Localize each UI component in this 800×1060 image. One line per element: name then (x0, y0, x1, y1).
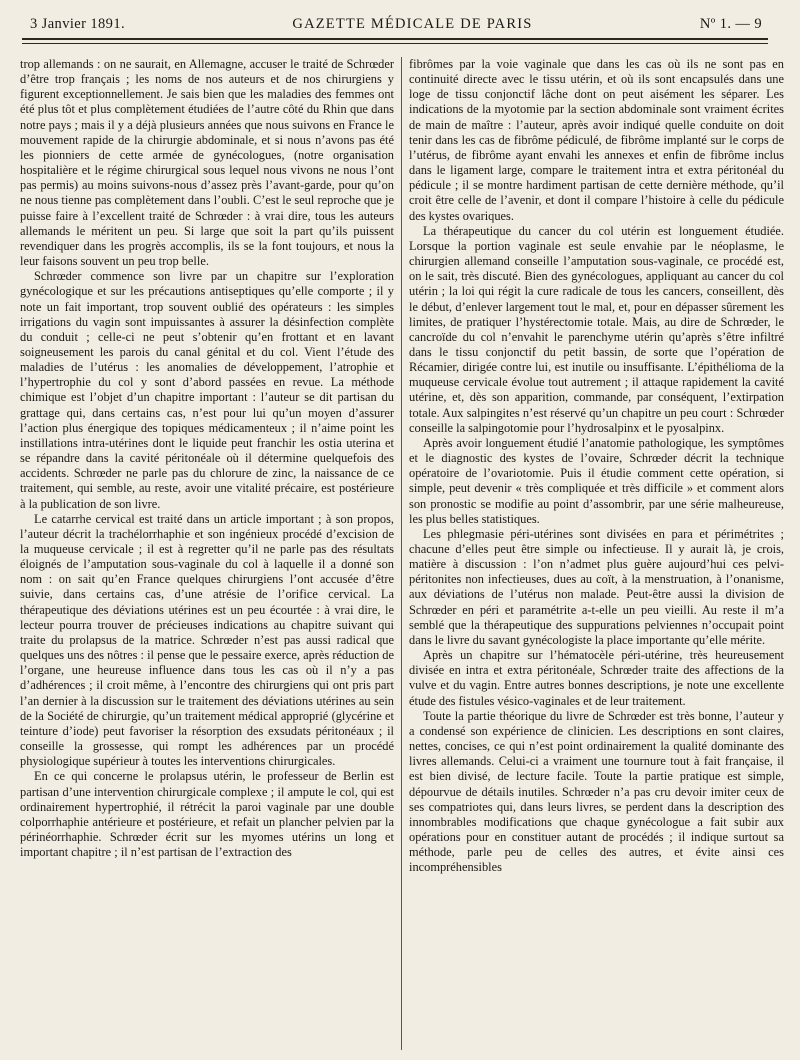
paragraph: fibrômes par la voie vaginale que dans les cas où ils ne sont pas en continuité directe avec le tissu utérin, et où ils sont encapsulés dans une loge de tissu conjonctif lâche dont on peut aisément les séparer. Les indications de la myotomie par la section abdominale sont vraiment écrites de main de maître : l’auteur, après avoir indiqué quelle conduite on doit tenir dans les cas de fibrôme pédiculé, de fibrôme implanté sur le corps de l’utérus, de fibrôme ayant envahi les annexes et enfin de fibrôme inclus dans le ligament large, compare le traitement intra et extra péritonéal du pédicule ; il se montre hardiment partisan de cette dernière méthode, qu’il croit être celle de l’avenir, et dont il compare l’histoire à celle du pédicule des kystes ovariques. (409, 57, 784, 223)
paragraph: Après avoir longuement étudié l’anatomie pathologique, les symptômes et le diagnostic des kystes de l’ovaire, Schrœder décrit la technique opératoire de l’ovariotomie. Puis il étudie comment cette opération, si simple, peut devenir « très compliquée et très difficile » et comment alors son pronostic se modifie au point d’assombrir, par une série malheureuse, les plus belles statistiques. (409, 435, 784, 526)
paragraph: Schrœder commence son livre par un chapitre sur l’exploration gynécologique et sur les précautions antiseptiques qu’elle comporte ; il y note un fait important, trop souvent oublié des opérateurs : les simples irrigations du vagin sont impuissantes à assurer la désinfection complète du conduit ; celle-ci ne peut s’obtenir qu’en frottant et en lavant soigneusement les parois du canal génital et du col. Vient l’étude des maladies de l’utérus : les anomalies de développement, l’atrophie et l’hypertrophie du col y sont d’abord passées en revue. La méthode chimique est l’objet d’un chapitre important : l’auteur se dit partisan du grattage qui, dans certains cas, n’est pour lui qu’un moyen d’assurer l’action plus énergique des topiques médicamenteux ; il n’aime point les instillations intra-utérines dont le liquide peut franchir les ostia uterina et se répandre dans la cavité péritonéale où il détermine quelquefois des accidents. Schrœder ne parle pas du chlorure de zinc, la naissance de ce traitement, qui semble, au reste, avoir une vitalité précaire, est postérieure à la publication de son livre. (20, 269, 394, 511)
right-column (409, 57, 784, 1050)
paragraph: trop allemands : on ne saurait, en Allemagne, accuser le traité de Schrœder d’être trop français ; les noms de nos auteurs et de nos chirurgiens y figurent exceptionnellement. Je sais bien que les maladies des femmes ont été plus tôt et plus complètement étudiées de l’autre côté du Rhin que dans notre pays ; mais il y a déjà plusieurs années que nous suivons en France le mouvement rapide de la chirurgie abdominale, et si nous n’avons pas été les pionniers de cette armée de gynécologues, (notre organisation hospitalière et le régime chirurgical sous lequel nous vivons ne nous l’ont pas permis) au moins suivons-nous d’assez près l’avant-garde, pour qu’on ne nous tienne pas complètement dans l’oubli. C’est le seul reproche que je puisse faire à l’excellent traité de Schrœder : à vrai dire, tous les auteurs allemands le méritent un peu. Si large que soit la part qu’ils puissent revendiquer dans les progrès accomplis, ils se la font toujours, et nous la leur faisons souvent un peu trop belle. (20, 57, 394, 269)
journal-title: GAZETTE MÉDICALE DE PARIS (292, 16, 533, 32)
paragraph: Après un chapitre sur l’hématocèle péri-utérine, très heureusement divisée en intra et extra péritonéale, Schrœder traite des affections de la vulve et du vagin. Entre autres bonnes descriptions, je note une excellente étude des fistules vésico-vaginales et de leur traitement. (409, 648, 784, 708)
paragraph: Les phlegmasie péri-utérines sont divisées en para et périmétrites ; chacune d’elles peut être simple ou infectieuse. Il y aurait là, je crois, matière à discussion : l’on n’admet plus guère aujourd’hui ces pelvi-péritonites non infectieuses, dues au coït, à la menstruation, à l’onanisme, aux déviations de l’utérus non malade. Peut-être aussi la division de Schrœder en péri et paramétrite a-t-elle un peu vieilli. Au reste il m’a semblé que la thérapeutique des suppurations pelviennes n’occupait point dans le livre du savant gynécologiste la place importante qu’elle mérite. (409, 526, 784, 647)
paragraph: Le catarrhe cervical est traité dans un article important ; à son propos, l’auteur décrit la trachélorrhaphie et son ingénieux procédé d’excision de la muqueuse cervicale ; il est à regretter qu’il ne parle pas des résultats éloignés de l’amputation sous-vaginale du col à laquelle il a donné son nom : on sait qu’en France quelques chirurgiens l’ont accusée d’être suivie, dans certains cas, d’une atrésie de l’orifice cervical. La thérapeutique des déviations utérines est un peu écourtée : à vrai dire, le lecteur pourra trouver de précieuses indications au chapitre suivant qui traite du prolapsus de la matrice. Schrœder n’est pas aussi radical que quelques uns des nôtres : il pense que le pessaire exerce, après réduction de l’organe, une heureuse influence dans tous les cas où il n’y a pas d’adhérences ; il croit même, à l’encontre des chirurgiens qui ont pris part l’an dernier à la discussion sur le traitement des déviations utérines au sein de la Société de chirurgie, qu’un traitement médical approprié (glycérine et teinture d’iode) peut favoriser la résorption des exsudats péritonéaux ; il conseille la grossesse, qui rompt les adhérences par un procédé physiologique supérieur à toutes les interventions chirurgicales. (20, 511, 394, 769)
paragraph: En ce qui concerne le prolapsus utérin, le professeur de Berlin est partisan d’une intervention chirurgicale complexe ; il ampute le col, qui est ordinairement hypertrophié, il rétrécit la paroi vaginale par une double colporrhaphie antérieure et postérieure, et refait un plancher pelvien par la périnéorrhaphie. Schrœder écrit sur les myomes utérins un long et important chapitre ; il n’est partisan de l’extraction des (20, 769, 394, 860)
header-rule-thick (22, 38, 768, 40)
paragraph: Toute la partie théorique du livre de Schrœder est très bonne, l’auteur y a condensé son expérience de clinicien. Les descriptions en sont claires, nettes, concises, ce qui n’est point ordinairement la qualité dominante des livres allemands. Celui-ci a vraiment une tournure tout à fait française, il est bien divisé, de lecture facile. Toute la partie pratique est simple, dépourvue de détails inutiles. Schrœder n’a pas cru devoir imiter ceux de ses compatriotes qui, dans leurs livres, se perdent dans la description des innombrables modifications que chaque gynécologue a fait subir aux opérations pour en constituer autant de procédés ; il indique surtout sa méthode, parle peu de celles des autres, et évite ainsi ces incompréhensibles (409, 708, 784, 875)
header-date: 3 Janvier 1891. (30, 16, 125, 32)
column-divider (401, 57, 402, 1050)
header-rule-thin (22, 43, 768, 44)
page-number: Nº 1. — 9 (699, 16, 762, 32)
running-header (30, 16, 762, 36)
paragraph: La thérapeutique du cancer du col utérin est longuement étudiée. Lorsque la portion vaginale est seule envahie par le néoplasme, le chirurgien allemand conseille l’amputation sous-vaginale, ce procédé est, on le sait, très discuté. Bien des gynécologues, appliquant au cancer du col utérin ; la loi qui régit la cure radicale de tous les cancers, conseillent, dès le début, d’enlever largement tout le mal, et, pour en dépasser sûrement les limites, de pratiquer l’hystérectomie totale. Mais, au dire de Schrœder, le cancroïde du col n’envahit le parenchyme utérin qu’après s’être infiltré dans le tissu conjonctif du petit bassin, de sorte que l’opération de Récamier, dirigée contre lui, est inutile ou insuffisante. L’épithélioma de la muqueuse cervicale évolue tout autrement ; il attaque rapidement la cavité utérine, et, dès son apparition, commande, par conséquent, l’extirpation totale. Aux salpingites n’est réservé qu’un chapitre un peu court : Schrœder conseille la salpingotomie pour l’hydrosalpinx et le pyosalpinx. (409, 223, 784, 435)
left-column (20, 57, 394, 1050)
